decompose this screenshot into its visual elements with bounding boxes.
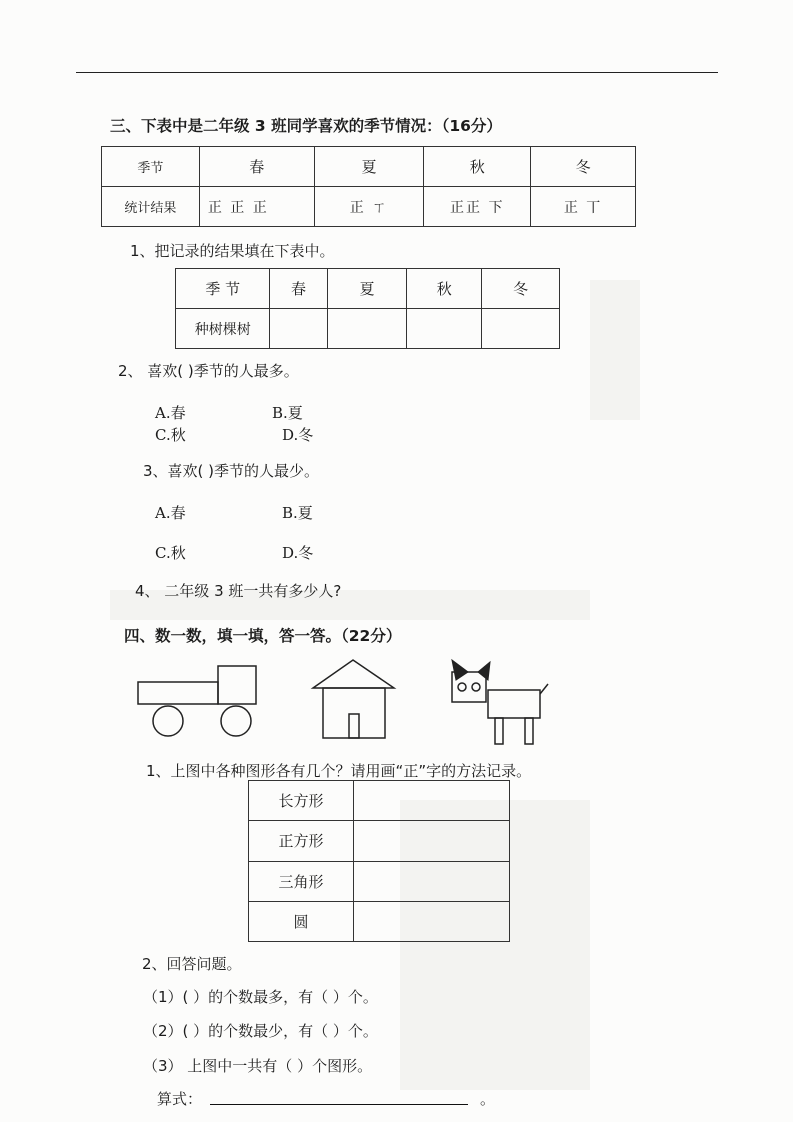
answer-cell[interactable]	[354, 781, 510, 821]
option[interactable]: D.冬	[282, 426, 314, 444]
section4-heading: 四、数一数，填一填，答一答。（22分）	[124, 627, 402, 645]
s4-question-1: 1、上图中各种图形各有几个？请用画“正”字的方法记录。	[146, 762, 532, 780]
table2-row-label: 种树棵树	[176, 309, 270, 349]
table2-season: 冬	[482, 269, 560, 309]
animal-eye-circle	[472, 683, 480, 691]
season-tally-table	[101, 146, 636, 227]
option[interactable]: D.冬	[282, 544, 314, 562]
formula-answer-line[interactable]	[210, 1104, 468, 1105]
animal-eye-circle	[458, 683, 466, 691]
tally-cell: 正 丅	[531, 187, 636, 227]
animal-body-rect	[488, 690, 540, 718]
table1-row-label: 统计结果	[102, 187, 200, 227]
house-door-rect	[349, 714, 359, 738]
option[interactable]: B.夏	[282, 504, 313, 522]
s3-question-1: 1、把记录的结果填在下表中。	[130, 242, 335, 260]
answer-cell[interactable]	[354, 861, 510, 901]
shape-count-table	[248, 780, 510, 942]
s4-sub-question: （2）( ）的个数最少，有（ ）个。	[143, 1022, 378, 1040]
option[interactable]: C.秋	[155, 544, 186, 562]
answer-cell[interactable]	[270, 309, 327, 349]
s3-question-3: 3、喜欢( )季节的人最少。	[143, 462, 320, 480]
truck-cargo-rect	[138, 682, 218, 704]
formula-label: 算式：	[157, 1090, 203, 1108]
table2-season: 夏	[327, 269, 407, 309]
tally-cell: 正正 下	[424, 187, 531, 227]
truck-wheel-circle	[153, 706, 183, 736]
table1-header-label: 季节	[102, 147, 200, 187]
table1-season: 夏	[314, 147, 424, 187]
shape-label: 三角形	[249, 861, 354, 901]
house-body-rect	[323, 688, 385, 738]
truck-wheel-circle	[221, 706, 251, 736]
header-rule	[76, 72, 718, 73]
answer-cell[interactable]	[327, 309, 407, 349]
option[interactable]: B.夏	[272, 404, 303, 422]
table1-season: 冬	[531, 147, 636, 187]
table2-season: 春	[270, 269, 327, 309]
animal-tail	[540, 684, 548, 694]
option[interactable]: A.春	[155, 504, 186, 522]
s4-sub-question: （3） 上图中一共有（ ）个图形。	[143, 1057, 373, 1075]
answer-cell[interactable]	[482, 309, 560, 349]
shape-label: 正方形	[249, 821, 354, 861]
s4-question-2: 2、回答问题。	[142, 955, 242, 973]
animal-ear-triangle	[478, 662, 490, 680]
animal-ear-triangle	[452, 660, 468, 680]
answer-cell[interactable]	[354, 821, 510, 861]
answer-cell[interactable]	[407, 309, 482, 349]
season-result-table	[175, 268, 560, 349]
tally-cell: 正 ㄒ	[314, 187, 424, 227]
section3-heading: 三、下表中是二年级 3 班同学喜欢的季节情况：（16分）	[110, 117, 502, 135]
s3-question-4: 4、 二年级 3 班一共有多少人?	[135, 582, 342, 600]
animal-leg-rect	[525, 718, 533, 744]
truck-figure	[136, 664, 276, 744]
s4-sub-question: （1）( ）的个数最多，有（ ）个。	[143, 988, 378, 1006]
truck-cab-square	[218, 666, 256, 704]
option[interactable]: C.秋	[155, 426, 186, 444]
animal-figure	[448, 656, 548, 746]
option[interactable]: A.春	[155, 404, 186, 422]
table1-season: 春	[199, 147, 314, 187]
s3-question-2: 2、 喜欢( )季节的人最多。	[118, 362, 299, 380]
table1-season: 秋	[424, 147, 531, 187]
tally-cell: 正 正 正	[199, 187, 314, 227]
house-roof-triangle	[313, 660, 394, 688]
scan-shadow	[590, 280, 640, 420]
table2-season: 秋	[407, 269, 482, 309]
animal-leg-rect	[495, 718, 503, 744]
answer-cell[interactable]	[354, 901, 510, 941]
table2-header-label: 季 节	[176, 269, 270, 309]
shape-label: 圆	[249, 901, 354, 941]
house-figure	[310, 658, 400, 740]
formula-end: 。	[480, 1090, 496, 1108]
shape-label: 长方形	[249, 781, 354, 821]
